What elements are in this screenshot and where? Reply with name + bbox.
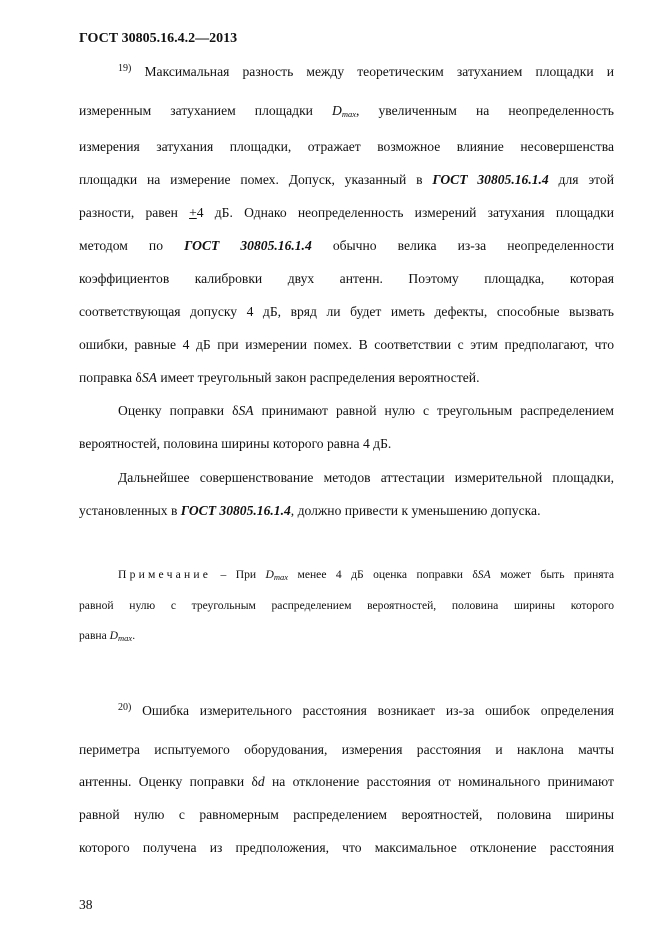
- note-line-2: равной нулю с треугольным распределением вероятностей, половина ширины которого: [79, 599, 614, 612]
- note19-line-9: ошибки, равные 4 дБ при измерении помех. В соответствии с этим предполагают, что: [79, 337, 614, 352]
- note19-line-6: методом по ГОСТ 30805.16.1.4 обычно велика из-за неопределенности: [79, 238, 614, 253]
- note-label: Примечание: [118, 568, 212, 581]
- note19-line-8: соответствующая допуску 4 дБ, вряд ли будет иметь дефекты, способные вызвать: [79, 304, 614, 319]
- standard-reference: ГОСТ 30805.16.1.4: [184, 238, 312, 253]
- note20-line-2: периметра испытуемого оборудования, измерения расстояния и наклона мачты: [79, 742, 614, 757]
- note19-line-5: разности, равен +4 дБ. Однако неопределенность измерений затухания площадки: [79, 205, 614, 220]
- paragraph-3-line-2: установленных в ГОСТ 30805.16.1.4, должно привести к уменьшению допуска.: [79, 503, 541, 518]
- page-number: 38: [79, 897, 93, 912]
- note20-line-3: антенны. Оценку поправки δd на отклонение расстояния от номинального принимают: [79, 774, 614, 789]
- standard-reference: ГОСТ 30805.16.1.4: [432, 172, 549, 187]
- note19-line-2: измеренным затуханием площадки $D_{max}$, увеличенным на неопределенность: [79, 103, 614, 119]
- note19-line-4: площадки на измерение помех. Допуск, указанный в ГОСТ 30805.16.1.4 для этой: [79, 172, 614, 187]
- note20-line-4: равной нулю с равномерным распределением вероятностей, половина ширины: [79, 807, 614, 822]
- footnote-marker-19: 19): [118, 63, 132, 74]
- paragraph-3-line-1: Дальнейшее совершенствование методов аттестации измерительной площадки,: [118, 470, 614, 485]
- note20-line-1: $^{20)}$ Ошибка измерительного расстояния возникает из-за ошибок определения: [118, 702, 614, 718]
- note19-line-7: коэффициентов калибровки двух антенн. Поэтому площадка, которая: [79, 271, 614, 286]
- standard-reference: ГОСТ 30805.16.1.4: [180, 503, 291, 518]
- note19-line-3: измерения затухания площадки, отражает возможное влияние несовершенства: [79, 139, 614, 154]
- paragraph-2-line-2: вероятностей, половина ширины которого равна 4 дБ.: [79, 436, 392, 451]
- note19-line-1: $^{19)}$ Максимальная разность между теоретическим затуханием площадки и: [118, 63, 614, 79]
- paragraph-2-line-1: Оценку поправки δSA принимают равной нулю с треугольным распределением: [118, 403, 614, 418]
- footnote-marker-20: 20): [118, 702, 132, 713]
- note-line-3: равна $D_{max}$.: [79, 629, 136, 643]
- note-line-1: Примечание – При $D_{max}$ менее 4 дБ оценка поправки δSA может быть принята: [118, 568, 614, 582]
- document-header: ГОСТ 30805.16.4.2—2013: [79, 31, 238, 46]
- note19-line-10: поправка δSA имеет треугольный закон распределения вероятностей.: [79, 370, 480, 385]
- note20-line-5: которого получена из предположения, что максимальное отклонение расстояния: [79, 840, 614, 855]
